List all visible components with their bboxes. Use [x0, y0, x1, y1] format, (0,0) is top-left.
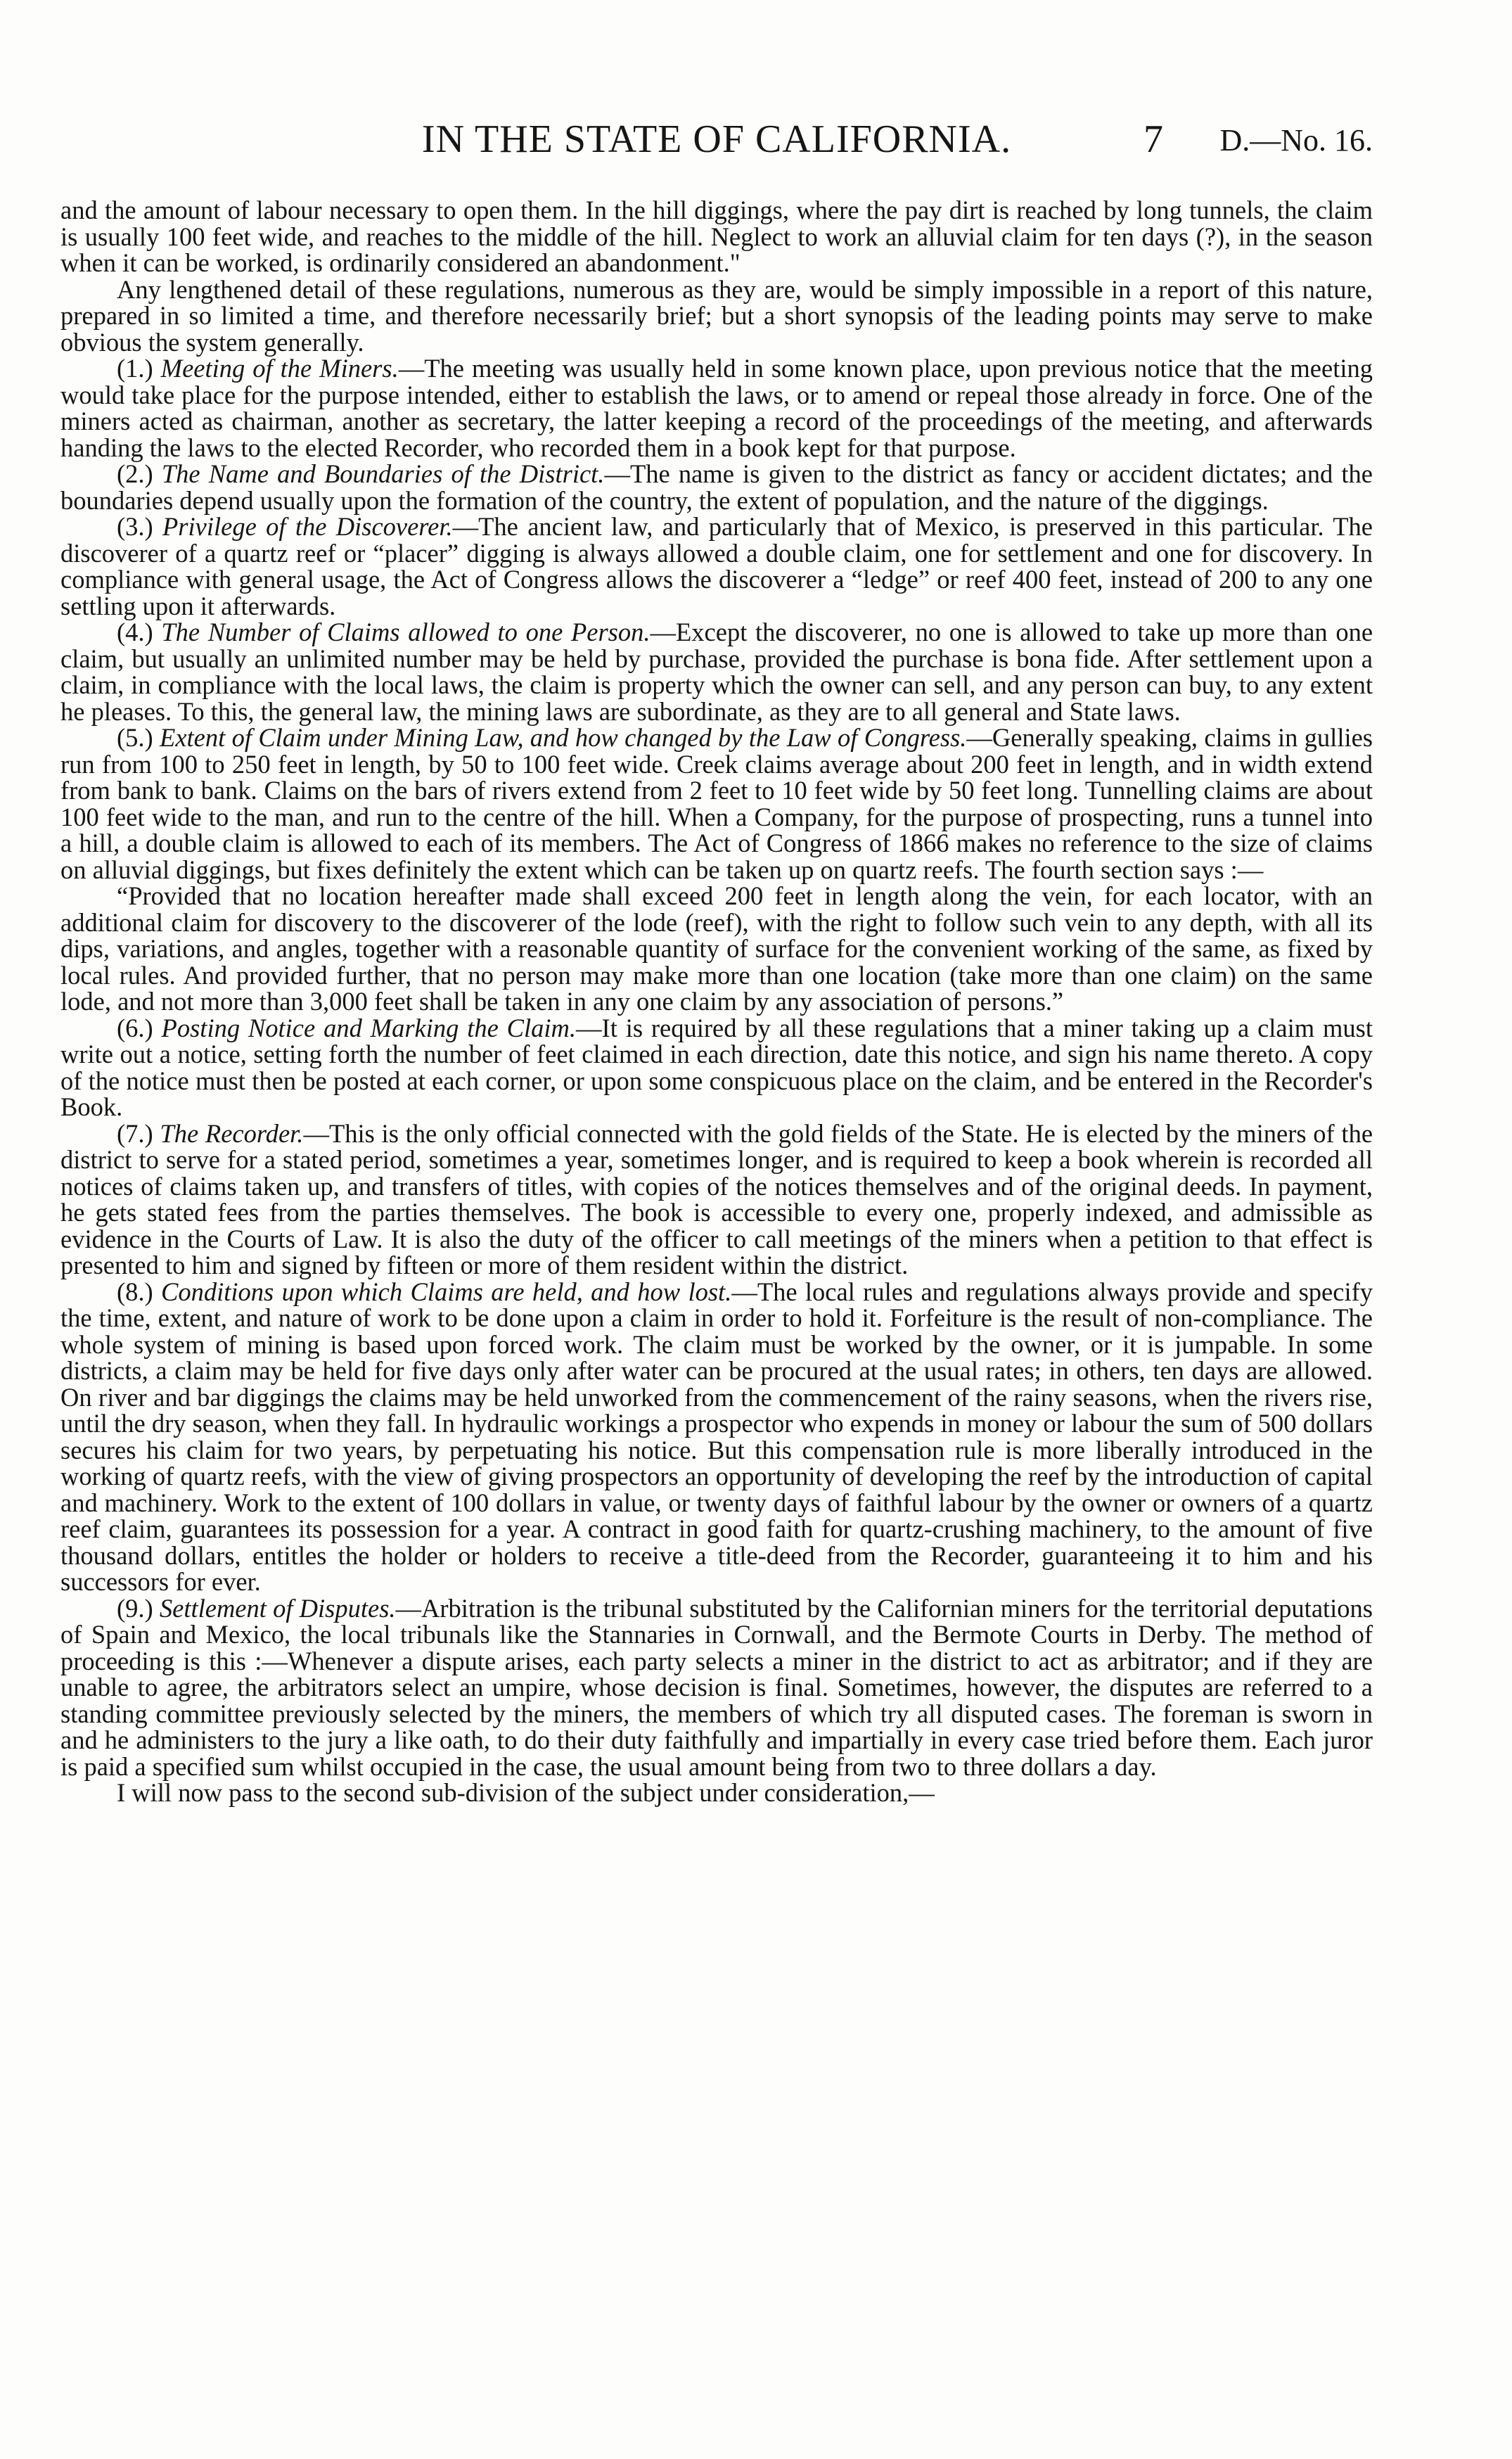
section-heading: Conditions upon which Claims are held, and how lost. — [161, 1277, 732, 1306]
section-number: (7.) — [117, 1118, 160, 1148]
section-heading: The Number of Claims allowed to one Person. — [161, 618, 651, 646]
section-heading: Meeting of the Miners. — [160, 354, 399, 383]
section-number: (5.) — [117, 723, 160, 752]
paragraph-extent-of-claim — [60, 724, 1373, 883]
paragraph-settlement-of-disputes — [60, 1595, 1373, 1780]
section-number: (4.) — [117, 618, 162, 646]
section-number: (8.) — [117, 1277, 162, 1306]
paragraph-text: —The local rules and regulations always provide and specify the time, extent, and nature of work to be done upon a claim in order to hold it. Forfeiture is the result of non-compliance. The whole system of mining is based upon forced work. The claim must be worked by the owner, or it is jumpable. In some districts, a claim may be held for five days only after water can be procured at the usual rates; in others, ten days are allowed. On river and bar diggings the claims may be held unworked from the commencement of the rainy seasons, when the rivers rise, until the dry season, when they fall. In hydraulic workings a prospector who expends in money or labour the sum of 500 dollars secures his claim for two years, by perpetuating his notice. But this compensation rule is more liberally introduced in the working of quartz reefs, with the view of giving prospectors an opportunity of developing the reef by the introduction of capital and machinery. Work to the extent of 100 dollars in value, or twenty days of faithful labour by the owner or owners of a quartz reef claim, guarantees its possession for a year. A contract in good faith for quartz-crushing machinery, to the amount of five thousand dollars, entitles the holder or holders to receive a title-deed from the Recorder, guaranteeing it to him and his successors for ever. — [60, 1277, 1373, 1596]
section-heading: The Name and Boundaries of the District. — [161, 459, 605, 488]
section-heading: Posting Notice and Marking the Claim. — [161, 1013, 577, 1042]
paragraph-closing — [60, 1780, 1373, 1806]
paragraph-text: —Generally speaking, claims in gullies run from 100 to 250 feet in length, by 50 to 100 feet wide. Creek claims average about 200 feet in length, and in width extend from bank to bank. Claims on the bars of rivers extend from 2 feet to 10 feet wide by 50 feet long. Tunnelling claims are about 100 feet wide to the man, and run to the centre of the hill. When a Company, for the purpose of prospecting, runs a tunnel into a hill, a double claim is allowed to each of its members. The Act of Congress of 1866 makes no reference to the size of claims on alluvial diggings, but fixes definitely the extent which can be taken up on quartz reefs. The fourth section says :— — [60, 723, 1373, 884]
section-heading: Privilege of the Discoverer. — [162, 512, 453, 541]
section-heading: The Recorder. — [160, 1118, 304, 1148]
page-header — [60, 0, 1373, 183]
running-title: IN THE STATE OF CALIFORNIA. — [421, 117, 1012, 161]
paragraph-text: —The meeting was usually held in some known place, upon previous notice that the meeting would take place for the purpose intended, either to establish the laws, or to amend or repeal those already in force. One of the miners acted as chairman, another as secretary, the latter keeping a record of the proceedings of the meeting, and afterwards handing the laws to the elected Recorder, who recorded them in a book kept for that purpose. — [60, 354, 1373, 462]
paragraph-quoted-act — [60, 883, 1373, 1015]
paragraph-meeting-of-miners — [60, 355, 1373, 461]
paragraph-name-and-boundaries — [60, 461, 1373, 513]
section-number: (3.) — [117, 512, 163, 541]
paragraph-intro — [60, 276, 1373, 356]
paragraph-text: —Arbitration is the tribunal substituted by the Californian miners for the territorial deputations of Spain and Mexico, the local tribunals like the Stannaries in Cornwall, and the Bermote Courts in Derby. The method of proceeding is this :—Whenever a dispute arises, each party selects a miner in the district to act as arbitrator; and if they are unable to agree, the arbitrators select an umpire, whose decision is final. Sometimes, however, the disputes are referred to a standing committee previously selected by the miners, the members of which try all disputed cases. The foreman is sworn in and he administers to the jury a like oath, to do their duty faithfully and impartially in every case tried before them. Each juror is paid a specified sum whilst occupied in the case, the usual amount being from two to three dollars a day. — [60, 1593, 1373, 1781]
paragraph-text: —The name is given to the district as fancy or accident dictates; and the boundaries depend usually upon the formation of the country, the extent of population, and the nature of the diggings. — [60, 459, 1373, 515]
document-reference: D.—No. 16. — [1219, 123, 1373, 158]
section-heading: Settlement of Disputes. — [159, 1593, 396, 1623]
section-heading: Extent of Claim under Mining Law, and how changed by the Law of Congress. — [160, 723, 967, 752]
section-number: (9.) — [117, 1593, 160, 1623]
section-number: (2.) — [117, 459, 162, 488]
paragraph-number-of-claims — [60, 619, 1373, 724]
paragraph-text: —The ancient law, and particularly that of Mexico, is preserved in this particular. The discoverer of a quartz reef or “placer” digging is always allowed a double claim, one for settlement and one for discovery. In compliance with general usage, the Act of Congress allows the discoverer a “ledge” or reef 400 feet, instead of 200 to any one settling upon it afterwards. — [60, 512, 1373, 620]
paragraph-continuation — [60, 197, 1373, 276]
paragraph-text: —Except the discoverer, no one is allowed to take up more than one claim, but usually an unlimited number may be held by purchase, provided the purchase is bona fide. After settlement upon a claim, in compliance with the local laws, the claim is property which the owner can sell, and any person can buy, to any extent he pleases. To this, the general law, the mining laws are subordinate, as they are to all general and State laws. — [60, 618, 1373, 726]
paragraph-text: and the amount of labour necessary to open them. In the hill diggings, where the pay dirt is reached by long tunnels, the claim is usually 100 feet wide, and reaches to the middle of the hill. Neglect to work an alluvial claim for ten days (?), in the season when it can be worked, is ordinarily considered an abandonment." — [60, 196, 1373, 277]
paragraph-text: I will now pass to the second sub-division of the subject under consideration,— — [117, 1778, 935, 1807]
paragraph-privilege-of-discoverer — [60, 513, 1373, 619]
paragraph-conditions-of-claims — [60, 1279, 1373, 1595]
paragraph-text: “Provided that no location hereafter made shall exceed 200 feet in length along the vein, for each locator, with an additional claim for discovery to the discoverer of the lode (reef), with the right to follow such vein to any depth, with all its dips, variations, and angles, together with a reasonable quantity of surface for the convenient working of the same, as fixed by local rules. And provided further, that no person may make more than one location (take more than one claim) on the same lode, and not more than 3,000 feet shall be taken in any one claim by any association of persons.” — [60, 881, 1373, 1016]
body-text — [60, 197, 1373, 1806]
page-number: 7 — [1143, 117, 1163, 161]
paragraph-text: —This is the only official connected with the gold fields of the State. He is elected by the miners of the district to serve for a stated period, sometimes a year, sometimes longer, and is required to keep a book wherein is recorded all notices of claims taken up, and transfers of titles, with copies of the notices themselves and of the original deeds. In payment, he gets stated fees from the parties themselves. The book is accessible to every one, properly indexed, and admissible as evidence in the Courts of Law. It is also the duty of the officer to call meetings of the miners when a petition to that effect is presented to him and signed by fifteen or more of them resident within the district. — [60, 1118, 1373, 1279]
paragraph-text: —It is required by all these regulations that a miner taking up a claim must write out a notice, setting forth the number of feet claimed in each direction, date this notice, and sign his name thereto. A copy of the notice must then be posted at each corner, or upon some conspicuous place on the claim, and be entered in the Recorder's Book. — [60, 1013, 1373, 1121]
paragraph-posting-notice — [60, 1015, 1373, 1120]
section-number: (6.) — [117, 1013, 162, 1042]
section-number: (1.) — [117, 354, 161, 383]
paragraph-recorder — [60, 1120, 1373, 1279]
paragraph-text: Any lengthened detail of these regulations, numerous as they are, would be simply impossible in a report of this nature, prepared in so limited a time, and therefore necessarily brief; but a short synopsis of the leading points may serve to make obvious the system generally. — [60, 274, 1373, 357]
